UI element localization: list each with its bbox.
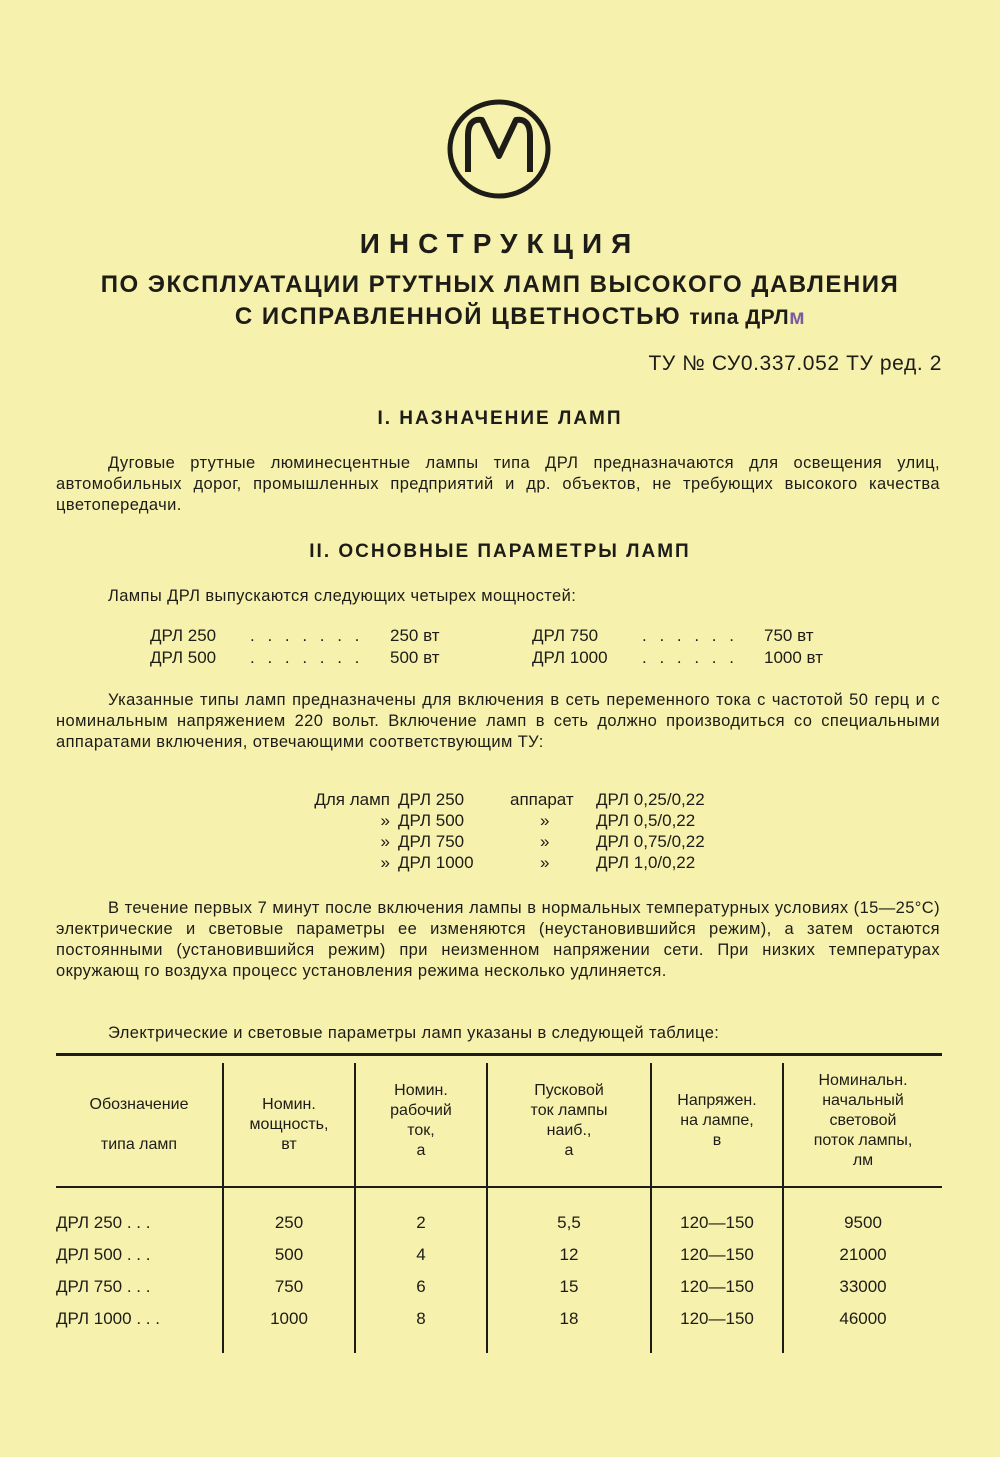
- subtitle-type: типа ДРЛ: [689, 306, 790, 329]
- section-heading-purpose: I. НАЗНАЧЕНИЕ ЛАМП: [377, 408, 623, 429]
- table-header-cell: Номин. мощность, вт: [249, 1096, 329, 1153]
- table-intro: Электрические и световые параметры ламп указаны в следующей таблице:: [108, 1024, 720, 1042]
- table-cell: 120—150: [680, 1213, 754, 1232]
- apparatus-row: » ДРЛ 500 » ДРЛ 0,5/0,22: [380, 811, 696, 830]
- power-list-item: ДРЛ 500 . . . . . . . 500 вт: [150, 648, 440, 667]
- table-cell: 500: [274, 1245, 304, 1264]
- powers-intro: Лампы ДРЛ выпускаются следующих четырех мощностей:: [108, 587, 577, 605]
- table-cell: 12: [559, 1245, 579, 1264]
- table-cell: ДРЛ 500 . . .: [56, 1245, 151, 1264]
- table-cell: 46000: [839, 1309, 887, 1328]
- table-header-cell: Обозначение типа ламп: [89, 1096, 189, 1153]
- table-cell: ДРЛ 750 . . .: [56, 1277, 151, 1296]
- subtitle-main: С ИСПРАВЛЕННОЙ ЦВЕТНОСТЬЮ: [234, 303, 682, 330]
- table-cell: 120—150: [680, 1277, 754, 1296]
- table-header-rule: [56, 1186, 942, 1188]
- purpose-paragraph: Дуговые ртутные люминесцентные лампы типа ДРЛ предназначаются для освещения улиц, автомобильных дорог, промышленных предприятий и др. объектов, не требующих высокого качества цветопередачи.: [56, 454, 940, 514]
- section-heading-parameters: II. ОСНОВНЫЕ ПАРАМЕТРЫ ЛАМП: [309, 541, 691, 562]
- apparatus-list: [280, 789, 756, 873]
- table-cell: 15: [559, 1277, 579, 1296]
- table-cell: 750: [274, 1277, 304, 1296]
- table-top-rule: [56, 1053, 942, 1056]
- table-header-cell: Номин. рабочий ток, а: [390, 1082, 452, 1159]
- network-paragraph: Указанные типы ламп предназначены для включения в сеть переменного тока с частотой 50 герц и с номинальным напряжением 220 вольт. Включение ламп в сеть должно производиться со специальными аппаратами включения, отвечающими соответствующим ТУ:: [56, 691, 940, 751]
- power-list-item: ДРЛ 1000 . . . . . . 1000 вт: [532, 648, 823, 667]
- power-list-right: [532, 625, 823, 669]
- document-subtitle-line2: [20, 303, 1000, 331]
- apparatus-row: » ДРЛ 1000 » ДРЛ 1,0/0,22: [380, 853, 696, 872]
- table-cell: 8: [416, 1309, 426, 1328]
- subtitle-type-mark: м: [789, 306, 806, 329]
- apparatus-row: » ДРЛ 750 » ДРЛ 0,75/0,22: [380, 832, 705, 851]
- power-list-item: ДРЛ 250 . . . . . . . 250 вт: [150, 626, 440, 645]
- table-cell: 120—150: [680, 1245, 754, 1264]
- technical-spec-number: ТУ № СУ0.337.052 ТУ ред. 2: [648, 352, 942, 375]
- table-cell: 18: [559, 1309, 579, 1328]
- power-list-left: [150, 625, 440, 669]
- table-cell: 4: [416, 1245, 426, 1264]
- table-cell: ДРЛ 1000 . . .: [56, 1309, 160, 1328]
- warmup-paragraph: В течение первых 7 минут после включения лампы в нормальных температурных условиях (15—25°С) электрические и световые параметры ее изменяются (неустановившийся режим), а затем остаются постоянными (установившийся режим) при неизменном напряжении сети. При низких температурах окружающ го воздуха процесс установления режима несколько удлиняется.: [56, 899, 940, 980]
- table-header-cell: Номинальн. начальный световой поток лампы, лм: [813, 1072, 913, 1169]
- power-list-item: ДРЛ 750 . . . . . . 750 вт: [532, 626, 814, 645]
- table-cell: 6: [416, 1277, 426, 1296]
- table-cell: 120—150: [680, 1309, 754, 1328]
- table-header-cell: Напряжен. на лампе, в: [677, 1092, 757, 1149]
- table-cell: ДРЛ 250 . . .: [56, 1213, 151, 1232]
- table-cell: 2: [416, 1213, 426, 1232]
- table-cell: 5,5: [557, 1213, 581, 1232]
- table-cell: 9500: [844, 1213, 882, 1232]
- factory-logo-icon: [446, 98, 552, 200]
- table-header-cell: Пусковой ток лампы наиб., а: [530, 1082, 608, 1159]
- apparatus-row: Для ламп ДРЛ 250 аппарат ДРЛ 0,25/0,22: [314, 790, 705, 809]
- table-cell: 33000: [839, 1277, 887, 1296]
- table-cell: 250: [274, 1213, 304, 1232]
- document-subtitle-line1: ПО ЭКСПЛУАТАЦИИ РТУТНЫХ ЛАМП ВЫСОКОГО ДАВЛЕНИЯ: [100, 271, 900, 298]
- table-cell: 21000: [839, 1245, 887, 1264]
- table-cell: 1000: [270, 1309, 308, 1328]
- document-title: ИНСТРУКЦИЯ: [359, 228, 641, 259]
